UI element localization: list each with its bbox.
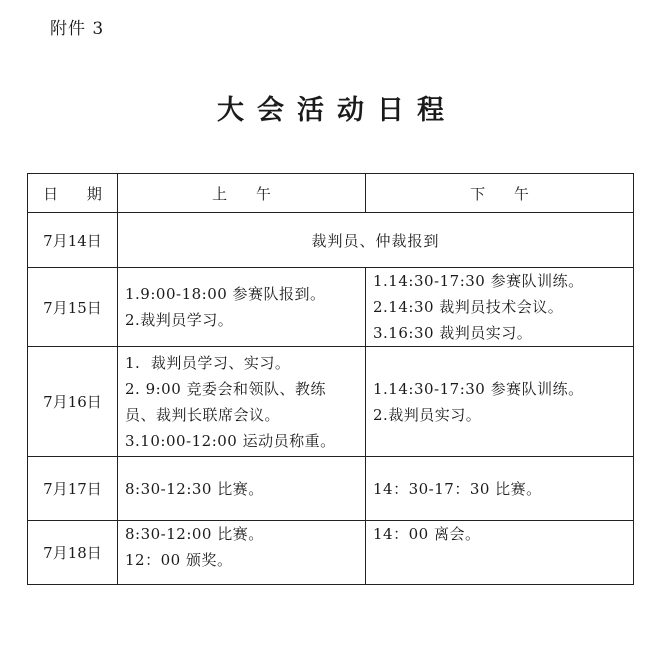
afternoon-cell bbox=[366, 268, 634, 347]
table-row bbox=[28, 457, 634, 521]
table-row bbox=[28, 521, 634, 585]
activity-line: 12：00 颁奖。 bbox=[125, 551, 233, 569]
merged-activity-cell: 裁判员、仲裁报到 bbox=[118, 213, 634, 268]
activity-line: 1.14:30-17:30 参赛队训练。 bbox=[373, 272, 584, 290]
morning-cell bbox=[118, 268, 366, 347]
afternoon-cell bbox=[366, 347, 634, 457]
table-header-row bbox=[28, 174, 634, 213]
schedule-table bbox=[27, 173, 634, 585]
activity-line: 2.裁判员实习。 bbox=[373, 405, 482, 424]
activity-line: 1.14:30-17:30 参赛队训练。 bbox=[373, 379, 584, 398]
attachment-label: 附件 3 bbox=[50, 19, 105, 39]
morning-cell bbox=[118, 347, 366, 457]
activity-line: 员、裁判长联席会议。 bbox=[125, 405, 281, 424]
activity-line: 1. 裁判员学习、实习。 bbox=[125, 353, 291, 372]
table-row bbox=[28, 347, 634, 457]
header-afternoon: 下 午 bbox=[366, 174, 634, 213]
activity-line: 14：30-17：30 比赛。 bbox=[373, 479, 542, 498]
afternoon-cell bbox=[366, 521, 634, 585]
table-row bbox=[28, 268, 634, 347]
activity-line: 2.14:30 裁判员技术会议。 bbox=[373, 298, 564, 316]
activity-line: 8:30-12:00 比赛。 bbox=[125, 525, 264, 543]
table-row bbox=[28, 213, 634, 268]
date-cell: 7月17日 bbox=[28, 457, 118, 521]
activity-line: 1.9:00-18:00 参赛队报到。 bbox=[125, 285, 326, 303]
activity-line: 14：00 离会。 bbox=[373, 525, 481, 543]
header-morning: 上 午 bbox=[118, 174, 366, 213]
date-cell: 7月16日 bbox=[28, 347, 118, 457]
activity-line: 3.10:00-12:00 运动员称重。 bbox=[125, 431, 336, 450]
afternoon-cell bbox=[366, 457, 634, 521]
activity-line: 8:30-12:30 比赛。 bbox=[125, 479, 264, 498]
activity-line: 2.裁判员学习。 bbox=[125, 311, 234, 329]
header-date: 日 期 bbox=[28, 174, 118, 213]
morning-cell bbox=[118, 521, 366, 585]
date-cell: 7月14日 bbox=[28, 213, 118, 268]
activity-line: 3.16:30 裁判员实习。 bbox=[373, 324, 533, 342]
date-cell: 7月15日 bbox=[28, 268, 118, 347]
date-cell: 7月18日 bbox=[28, 521, 118, 585]
activity-line: 2. 9:00 竞委会和领队、教练 bbox=[125, 379, 327, 398]
page-title: 大会活动日程 bbox=[217, 95, 457, 126]
morning-cell bbox=[118, 457, 366, 521]
